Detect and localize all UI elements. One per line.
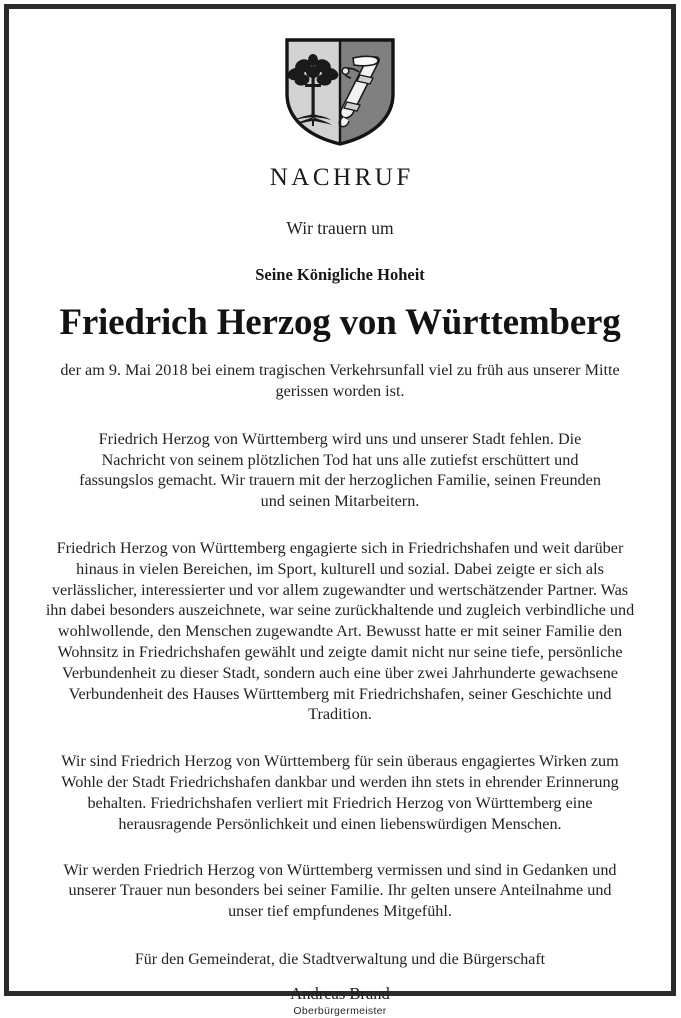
death-circumstances: der am 9. Mai 2018 bei einem tragischen Verkehrsunfall viel zu früh aus unserer Mitte gerissen worden ist. xyxy=(60,361,620,400)
tribute-paragraph: Friedrich Herzog von Württemberg engagierte sich in Friedrichshafen und weit darüber hinaus in vielen Bereichen, im Sport, kulturell und sozial. Dabei zeigte er sich als verlässlicher, interessierter und vor allem zugewandter und wertschätzender Partner. Was ihn dabei besonders auszeichnete, war seine zurückhaltende und zugleich verbindliche und wohlwollende, den Menschen zugewandte Art. Bewusst hatte er mit seiner Familie den Wohnsitz in Friedrichshafen gewählt und zeigte damit nicht nur seine tiefe, persönliche Verbundenheit zu dieser Stadt, sondern auch eine über zwei Jahrhunderte gewachsene Verbundenheit des Hauses Württemberg mit Friedrichshafen, seiner Geschichte und Tradition. xyxy=(45,538,635,724)
page-title: NACHRUF xyxy=(269,164,414,191)
signatory-role: Oberbürgermeister xyxy=(293,1005,387,1018)
signatory-body: Für den Gemeinderat, die Stadtverwaltung und die Bürgerschaft xyxy=(134,950,546,968)
tribute-paragraph: Wir werden Friedrich Herzog von Württemberg vermissen und sind in Gedanken und unserer Trauer nun besonders bei seiner Familie. Ihr gelten unsere Anteilnahme und unser tief empfundenes Mitgefühl. xyxy=(63,860,617,921)
deceased-name: Friedrich Herzog von Württemberg xyxy=(59,302,621,343)
signatory-name: Andreas Brand xyxy=(290,984,390,1004)
coat-of-arms-icon xyxy=(281,36,399,148)
obituary-frame xyxy=(4,4,676,1018)
tribute-paragraph: Wir sind Friedrich Herzog von Württemberg für sein überaus engagiertes Wirken zum Wohle der Stadt Friedrichshafen dankbar und werden ihn stets in ehrender Erinnerung behalten. Friedrichshafen verliert mit Friedrich Herzog von Württemberg eine herausragende Persönlichkeit und einen liebenswürdigen Menschen. xyxy=(61,752,619,833)
mourning-intro: Wir trauern um xyxy=(286,218,394,238)
tribute-paragraph: Friedrich Herzog von Württemberg wird uns und unserer Stadt fehlen. Die Nachricht von seinem plötzlichen Tod hat uns alle zutiefst erschüttert und fassungslos gemacht. Wir trauern mit der herzoglichen Familie, seinen Freunden und seinen Mitarbeitern. xyxy=(79,429,601,511)
honorific-title: Seine Königliche Hoheit xyxy=(255,264,425,284)
